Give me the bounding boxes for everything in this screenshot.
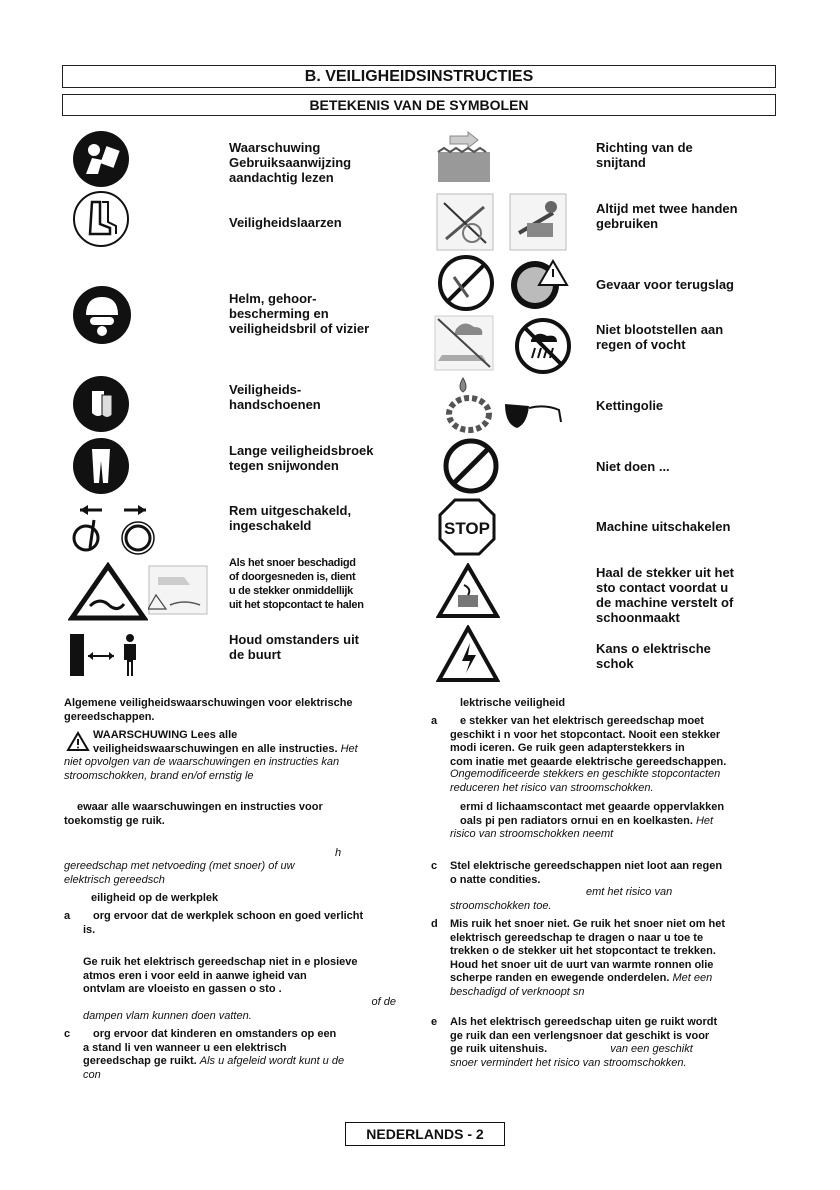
item-c-text: org ervoor dat kinderen en omstanders op een a stand li ven wanneer u een elektrisch gereedschap ge ruikt. Als u afgeleid wordt kunt u de con bbox=[83, 1028, 345, 1081]
bystanders-icon bbox=[68, 630, 148, 680]
keep-instructions: ewaar alle waarschuwingen en instructies voor toekomstig ge ruik. bbox=[64, 801, 323, 827]
svg-text:STOP: STOP bbox=[444, 519, 490, 538]
read-manual-icon bbox=[72, 130, 130, 188]
stop-icon bbox=[438, 498, 496, 556]
section-subtitle: BETEKENIS VAN DE SYMBOLEN bbox=[62, 94, 776, 116]
right-item-c-text: Stel elektrische gereedschappen niet loot aan regen o natte condities. bbox=[450, 860, 723, 886]
label-no-rain: Niet blootstellen aan regen of vocht bbox=[596, 322, 724, 352]
label-safety-boots: Veiligheidslaarzen bbox=[229, 215, 342, 230]
warning-italic: niet opvolgen van de waarschuwingen en instructies kan stroomschokken, brand en/of ernstig le bbox=[64, 756, 340, 782]
two-hands-icon bbox=[509, 193, 567, 251]
label-unplug: Haal de stekker uit het sto contact voordat u de machine verstelt of schoonmaakt bbox=[596, 565, 734, 625]
label-two-hands: Altijd met twee handen gebruiken bbox=[596, 201, 738, 231]
item-b-text: Ge ruik het elektrisch gereedschap niet in e plosieve atmos eren i voor eeld in aanwe igheid van ontvlam are vloeisto en gassen o sto . bbox=[83, 956, 358, 995]
kickback-icon-a bbox=[436, 255, 496, 311]
unplug-icon bbox=[436, 563, 500, 619]
label-electric-shock: Kans o elektrische schok bbox=[596, 641, 711, 671]
gloves-icon bbox=[72, 375, 130, 433]
no-rain-icon bbox=[513, 318, 573, 374]
warning-triangle-icon bbox=[66, 731, 90, 752]
label-chain-direction: Richting van de snijtand bbox=[596, 140, 693, 170]
page-footer: NEDERLANDS - 2 bbox=[345, 1122, 505, 1146]
label-kickback: Gevaar voor terugslag bbox=[596, 277, 734, 292]
item-a-text: org ervoor dat de werkplek schoon en goed verlicht is. bbox=[83, 910, 364, 936]
right-item-c-italic: emt het risico van stroomschokken toe. bbox=[450, 886, 673, 912]
helmet-icon bbox=[72, 285, 132, 345]
label-helmet: Helm, gehoor- bescherming en veiligheidsbril of vizier bbox=[229, 291, 370, 336]
warning-text: WAARSCHUWING Lees alle veiligheidswaarschuwingen en alle instructies. Het bbox=[93, 729, 358, 755]
label-brake: Rem uitgeschakeld, ingeschakeld bbox=[229, 503, 352, 533]
right-item-b-text: ermi d lichaamscontact met geaarde oppervlakken oals pi pen radiators ornui en en koelkasten. Het risico van stroomschokken neemt bbox=[450, 801, 725, 840]
right-item-a-text: e stekker van het elektrisch gereedschap moet geschikt i n voor het stopcontact. Nooit een stekker modi iceren. Ge ruik geen adapterstekkers in com inatie met geaarde elektrische gereedschappen. bbox=[450, 715, 727, 768]
item-letter-c: c bbox=[64, 1028, 71, 1040]
no-rain-machine-icon bbox=[434, 315, 494, 371]
electrical-safety-heading: lektrische veiligheid bbox=[460, 697, 566, 709]
label-damaged-cord: Als het snoer beschadigd of doorgesneden is, dient u de stekker onmiddellijk uit het stopcontact te halen bbox=[229, 557, 364, 611]
section-title: B. VEILIGHEIDSINSTRUCTIES bbox=[62, 65, 776, 88]
label-trousers: Lange veiligheidsbroek tegen snijwonden bbox=[229, 443, 374, 473]
right-letter-d: d bbox=[431, 918, 438, 930]
term-definition: gereedschap met netvoeding (met snoer) of uw elektrisch gereedsch bbox=[64, 860, 295, 886]
right-item-a-italic: Ongemodificeerde stekkers en geschikte stopcontacten reduceren het risico van stroomschokken. bbox=[450, 768, 721, 794]
brake-icon bbox=[66, 500, 158, 555]
label-prohibited: Niet doen ... bbox=[596, 459, 670, 474]
right-letter-a: a bbox=[431, 715, 438, 727]
item-b-italic: of de dampen vlam kunnen doen vatten. bbox=[83, 996, 396, 1022]
two-hands-icon-a bbox=[436, 193, 494, 251]
label-chain-oil: Kettingolie bbox=[596, 398, 664, 413]
chain-oil-icon-a bbox=[443, 376, 495, 434]
chain-direction-icon bbox=[436, 130, 494, 188]
label-gloves: Veiligheids- handschoenen bbox=[229, 382, 321, 412]
label-stop: Machine uitschakelen bbox=[596, 519, 731, 534]
electric-shock-icon bbox=[436, 625, 500, 683]
damaged-cord-icon bbox=[68, 562, 148, 622]
label-read-manual: Waarschuwing Gebruiksaanwijzing aandachtig lezen bbox=[229, 140, 352, 185]
kickback-icon bbox=[507, 255, 569, 311]
safety-boots-icon bbox=[72, 190, 130, 248]
item-letter-a: a bbox=[64, 910, 71, 922]
right-item-d-text: Mis ruik het snoer niet. Ge ruik het snoer niet om het elektrisch gereedschap te dragen o naar u toe te trekken o de stekker uit het stopcontact te trekken. Houd het snoer uit de uurt van warmte ronnen olie scherpe randen en ewegende onderdelen. Met een beschadigd of verknoopt sn bbox=[450, 918, 726, 998]
label-bystanders: Houd omstanders uit de buurt bbox=[229, 632, 360, 662]
chain-oil-icon bbox=[503, 398, 565, 432]
right-item-e-text: Als het elektrisch gereedschap uiten ge ruikt wordt ge ruik dan een verlengsnoer dat geschikt is voor ge ruik uitenshuis. van een geschikt snoer vermindert het risico van stroomschokken. bbox=[450, 1016, 718, 1069]
cord-diagram-icon bbox=[148, 565, 208, 615]
right-letter-e: e bbox=[431, 1016, 438, 1028]
general-warnings-heading: Algemene veiligheidswaarschuwingen voor elektrische gereedschappen. bbox=[64, 697, 353, 723]
right-letter-c: c bbox=[431, 860, 438, 872]
prohibited-icon bbox=[442, 437, 500, 495]
work-area-heading: eiligheid op de werkplek bbox=[91, 892, 219, 904]
trousers-icon bbox=[72, 437, 130, 495]
term-h: h bbox=[335, 847, 342, 859]
